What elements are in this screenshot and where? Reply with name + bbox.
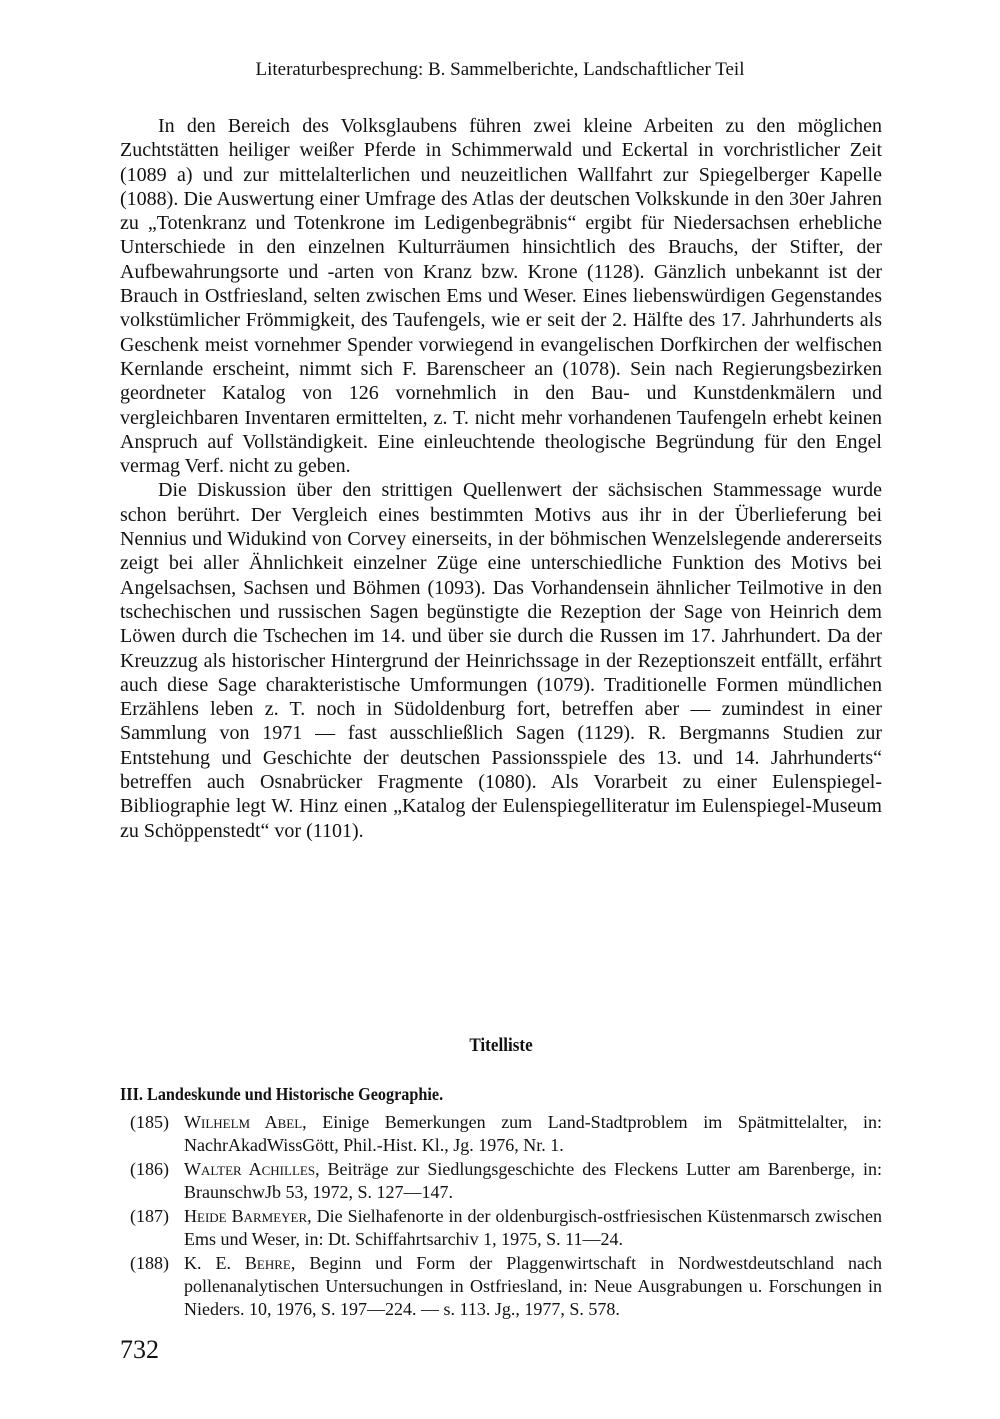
body-text [120,114,882,843]
running-title: Literaturbesprechung: B. Sammelberichte, Landschaftlicher Teil [255,59,745,80]
entry-author: Heide Barmeyer [184,1206,308,1226]
page-number: 732 [120,1335,159,1364]
section-heading-titelliste: Titelliste [469,1035,533,1056]
subsection-heading: III. Landeskunde und Historische Geographie. [120,1084,444,1104]
bibliography-entry [120,1205,882,1251]
paragraph: Die Diskussion über den strittigen Quellenwert der sächsischen Stammessage wurde schon berührt. Der Vergleich eines bestimmten Motivs aus ihr in der Überlieferung bei Nennius und Widukind von Corvey einerseits, in der böhmischen Wenzelslegende andererseits zeigt bei aller Ähnlichkeit einzelner Züge eine unterschiedliche Funktion des Motivs bei Angelsachsen, Sachsen und Böhmen (1093). Das Vorhandensein ähnlicher Teilmotive in den tschechischen und russischen Sagen begünstigte die Rezeption der Sage von Heinrich dem Löwen durch die Tschechen im 14. und über sie durch die Russen im 17. Jahrhundert. Da der Kreuzzug als historischer Hintergrund der Heinrichssage in der Rezeptionszeit entfällt, erfährt auch diese Sage charakteristische Umformungen (1079). Traditionelle Formen mündlichen Erzählens leben z. T. noch in Südoldenburg fort, betreffen aber — zumindest in einer Sammlung von 1971 — fast ausschließlich Sagen (1129). R. Bergmanns Studien zur Entstehung und Geschichte der deutschen Passionsspiele des 13. und 14. Jahrhunderts“ betreffen auch Osnabrücker Fragmente (1080). Als Vorarbeit zu einer Eulenspiegel-Bibliographie legt W. Hinz einen „Katalog der Eulenspiegelliteratur im Eulenspiegel-Museum zu Schöppenstedt“ vor (1101). [120,479,882,842]
entry-number: (188) [130,1253,169,1273]
entry-author: K. E. Behre [184,1253,291,1273]
entry-author: Walter Achilles [184,1159,316,1179]
entry-text: , Beginn und Form der Plaggenwirtschaft in Nordwestdeutschland nach pollenanalytischen Untersuchungen in Ostfriesland, in: Neue Ausgrabungen u. Forschungen in Nieders. 10, 1976, S. 197—224. — s. 113. Jg., 1977, S. 578. [184,1253,882,1319]
entry-text: , Beiträge zur Siedlungsgeschichte des Fleckens Lutter am Barenberge, in: BraunschwJb 53, 1972, S. 127—147. [184,1159,882,1202]
paragraph: In den Bereich des Volksglaubens führen zwei kleine Arbeiten zu den möglichen Zuchtstätten heiliger weißer Pferde in Schimmerwald und Eckertal in vorchristlicher Zeit (1089 a) und zur mittelalterlichen und neuzeitlichen Wallfahrt zur Spiegelberger Kapelle (1088). Die Auswertung einer Umfrage des Atlas der deutschen Volkskunde in den 30er Jahren zu „Totenkranz und Totenkrone im Ledigenbegräbnis“ ergibt für Niedersachsen erhebliche Unterschiede in den einzelnen Kulturräumen hinsichtlich des Brauchs, der Stifter, der Aufbewahrungsorte und -arten von Kranz bzw. Krone (1128). Gänzlich unbekannt ist der Brauch in Ostfriesland, selten zwischen Ems und Weser. Eines liebenswürdigen Gegenstandes volkstümlicher Frömmigkeit, des Taufengels, wie er seit der 2. Hälfte des 17. Jahrhunderts als Geschenk meist vornehmer Spender vorwiegend in evangelischen Dorfkirchen der welfischen Kernlande erscheint, nimmt sich F. Barenscheer an (1078). Sein nach Regierungsbezirken geordneter Katalog von 126 vornehmlich in den Bau- und Kunstdenkmälern und vergleichbaren Inventaren ermittelten, z. T. nicht mehr vorhandenen Taufengeln erhebt keinen Anspruch auf Vollständigkeit. Eine einleuchtende theologische Begründung für den Engel vermag Verf. nicht zu geben. [120,115,882,478]
bibliography-list [120,1111,882,1322]
entry-text: , Einige Bemerkungen zum Land-Stadtproblem im Spätmittelalter, in: NachrAkadWissGött, Phil.-Hist. Kl., Jg. 1976, Nr. 1. [184,1112,882,1155]
bibliography-entry [120,1111,882,1157]
entry-number: (187) [130,1206,169,1226]
entry-text: , Die Sielhafenorte in der oldenburgisch-ostfriesischen Küstenmarsch zwischen Ems und Weser, in: Dt. Schiffahrtsarchiv 1, 1975, S. 11—24. [184,1206,883,1249]
bibliography-entry [120,1158,882,1204]
entry-author: Wilhelm Abel [184,1112,303,1132]
bibliography-entry [120,1252,882,1321]
entry-number: (186) [130,1159,169,1179]
entry-number: (185) [130,1112,169,1132]
